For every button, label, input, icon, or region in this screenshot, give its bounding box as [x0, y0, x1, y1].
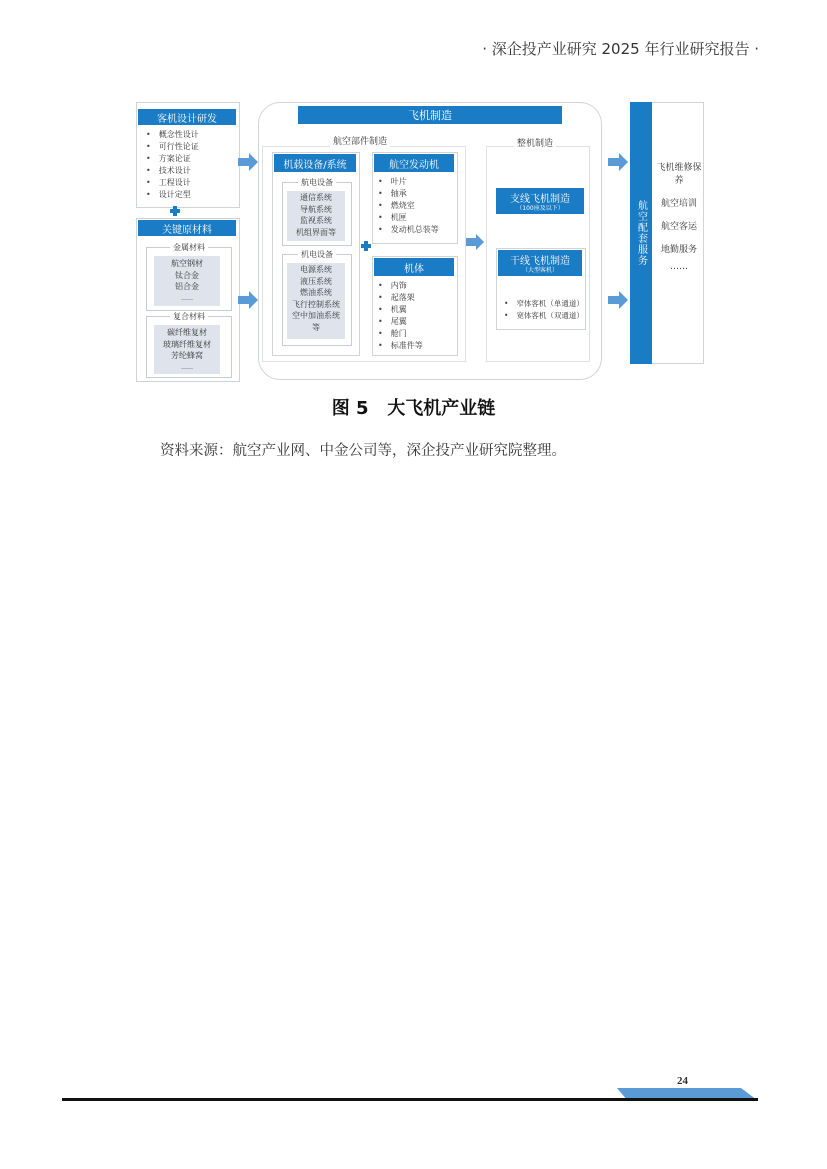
- running-header: · 深企投产业研究 2025 年行业研究报告 ·: [482, 40, 759, 58]
- list-item: 燃油系统: [300, 288, 332, 297]
- systems-title: 机载设备/系统: [274, 154, 356, 172]
- list-item: 航空钢材: [171, 259, 203, 268]
- plus-icon: [170, 206, 180, 216]
- list-item: ……: [181, 294, 193, 302]
- regional-aircraft-sub: （100座及以下）: [516, 204, 564, 212]
- engine-parts: [378, 176, 439, 236]
- list-item: • 叶片: [378, 176, 439, 188]
- list-item: 导航系统: [300, 204, 332, 214]
- list-item: 监视系统: [300, 216, 332, 225]
- list-item: 空中加油系统: [292, 311, 340, 320]
- list-item: • 起落架: [378, 292, 423, 304]
- list-item: • 可行性论证: [146, 141, 199, 153]
- footer-rule: [62, 1098, 758, 1101]
- source-note: 资料来源：航空产业网、中金公司等，深企投产业研究院整理。: [160, 443, 566, 459]
- list-item: • 机翼: [378, 304, 423, 316]
- list-item: • 设计定型: [146, 189, 199, 201]
- list-item: • 宽体客机（双通道）: [504, 310, 584, 322]
- list-item: 地勤服务: [660, 245, 697, 255]
- trunk-aircraft-sub: （大型客机）: [521, 266, 558, 274]
- arrow-right-icon: [466, 234, 484, 250]
- materials-title: 关键原材料: [138, 220, 236, 236]
- arrow-right-icon: [608, 291, 628, 309]
- list-item: • 概念性设计: [146, 129, 199, 141]
- list-item: • 技术设计: [146, 165, 199, 177]
- list-item: • 发动机总装等: [378, 224, 439, 236]
- list-item: 航空客运: [660, 222, 697, 232]
- airframe-title: 机体: [374, 258, 454, 276]
- list-item: • 方案论证: [146, 153, 199, 165]
- assembly-title: 整机制造: [514, 136, 556, 149]
- metal-group-title: 金属材料: [170, 243, 208, 252]
- list-item: • 舱门: [378, 328, 423, 340]
- list-item: • 尾翼: [378, 316, 423, 328]
- design-title: 客机设计研发: [138, 109, 236, 125]
- list-item: 飞机维修保养: [656, 163, 702, 186]
- manufacturing-title: 飞机制造: [298, 106, 562, 124]
- composite-items: [154, 325, 220, 374]
- list-item: 芳纶蜂窝: [171, 351, 203, 360]
- composite-group-title: 复合材料: [170, 312, 208, 321]
- electromech-items: [287, 263, 345, 339]
- list-item: 玻璃纤维复材: [163, 339, 211, 349]
- design-steps: [146, 129, 199, 201]
- avionics-items: [287, 191, 345, 241]
- avionics-group-title: 航电设备: [298, 178, 336, 187]
- list-item: • 工程设计: [146, 177, 199, 189]
- list-item: 碳纤维复材: [167, 328, 207, 337]
- aircraft-types: [504, 298, 584, 322]
- industry-chain-diagram: [124, 100, 704, 382]
- list-item: 航空培训: [660, 199, 697, 209]
- figure-caption: 图 5 大飞机产业链: [331, 398, 496, 419]
- list-item: • 燃烧室: [378, 200, 439, 212]
- list-item: 电源系统: [300, 265, 332, 274]
- regional-aircraft-box: [496, 188, 584, 214]
- list-item: ……: [670, 262, 688, 272]
- metal-items: [154, 256, 220, 306]
- list-item: 飞行控制系统: [292, 299, 340, 309]
- trunk-aircraft-box: [498, 250, 582, 276]
- parts-title: 航空部件制造: [330, 134, 390, 147]
- services-list: [656, 162, 702, 274]
- arrow-right-icon: [238, 291, 258, 309]
- regional-aircraft-title: 支线飞机制造: [510, 193, 570, 205]
- list-item: • 内饰: [378, 280, 423, 292]
- list-item: ……: [181, 363, 193, 371]
- list-item: 机组界面等: [296, 227, 336, 237]
- plus-icon: [361, 241, 371, 251]
- list-item: 等: [312, 322, 320, 332]
- arrow-right-icon: [608, 153, 628, 171]
- list-item: • 轴承: [378, 188, 439, 200]
- list-item: • 窄体客机（单通道）: [504, 298, 584, 310]
- electromech-group-title: 机电设备: [298, 250, 336, 259]
- engine-title: 航空发动机: [374, 154, 454, 172]
- list-item: 通信系统: [300, 193, 332, 202]
- airframe-parts: [378, 280, 423, 352]
- list-item: • 机匣: [378, 212, 439, 224]
- arrow-right-icon: [238, 153, 258, 171]
- list-item: 钛合金: [175, 270, 199, 280]
- page-number: 24: [677, 1075, 688, 1087]
- list-item: 液压系统: [300, 276, 332, 286]
- list-item: 铝合金: [175, 282, 199, 291]
- list-item: • 标准件等: [378, 340, 423, 352]
- services-title: 航空配套服务: [630, 102, 652, 364]
- trunk-aircraft-title: 干线飞机制造: [510, 255, 570, 267]
